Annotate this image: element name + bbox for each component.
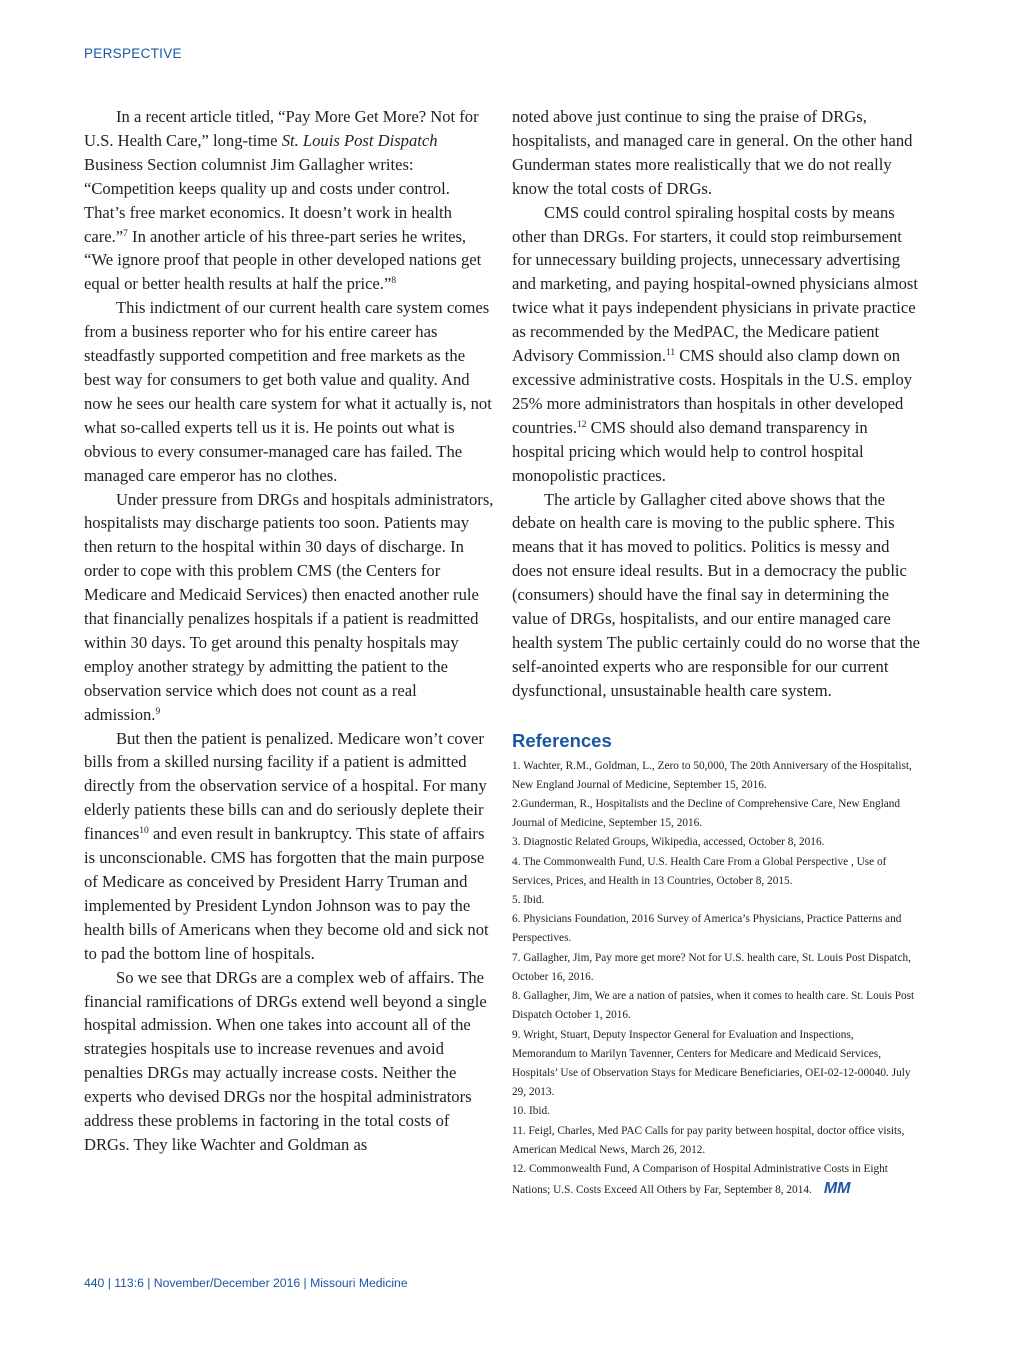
paragraph: noted above just continue to sing the praise of DRGs, hospitalists, and managed care in general. On the other hand Gunderman states more realistically that we do not really know the total costs of DRGs.	[512, 107, 913, 198]
reference-item: 1. Wachter, R.M., Goldman, L., Zero to 50,000, The 20th Anniversary of the Hospitalist, New England Journal of Medicine, September 15, 2016.	[512, 759, 912, 791]
reference-list	[512, 757, 920, 1201]
right-column	[512, 105, 920, 1200]
paragraph: This indictment of our current health care system comes from a business reporter who for his entire career has steadfastly supported competition and free markets as the best way for consumers to get both value and quality. And now he sees our health care system for what it actually is, not what so-called experts tell us it is. He points out what is obvious to every consumer-managed care has failed. The managed care emperor has no clothes.	[84, 298, 492, 485]
reference-item: 7. Gallagher, Jim, Pay more get more? Not for U.S. health care, St. Louis Post Dispatch, October 16, 2016.	[512, 951, 911, 983]
paragraph: CMS could control spiraling hospital costs by means other than DRGs. For starters, it could stop reimbursement for unnecessary building projects, unnecessary advertising and marketing, and paying hospital-owned physicians almost twice what it pays independent physicians in private practice as recommended by the MedPAC, the Medicare patient Advisory Commission.$^{11}$ CMS should also clamp down on excessive administrative costs. Hospitals in the U.S. employ 25% more administrators than hospitals in other developed countries.$^{12}$ CMS should also demand transparency in hospital pricing which would help to control hospital monopolistic practices.	[512, 202, 919, 485]
reference-item: 6. Physicians Foundation, 2016 Survey of America’s Physicians, Practice Patterns and Perspectives.	[512, 913, 902, 945]
footnote-ref: 9	[155, 706, 161, 717]
paragraph: In a recent article titled, “Pay More Get More? Not for U.S. Health Care,” long-time St. Louis Post Dispatch Business Section columnist Jim Gallagher writes: “Competition keeps quality up and costs under control. That’s free market economics. It doesn’t work in health care.”$^7$ In another article of his three-part series he writes, “We ignore proof that people in other developed nations get equal or better health results at half the price.”$^8$	[84, 107, 482, 294]
footnote-ref: 7	[123, 228, 128, 239]
reference-item: 12. Commonwealth Fund, A Comparison of Hospital Administrative Costs in Eight Nations; U.S. Costs Exceed All Others by Far, September 8, 2014. MM	[512, 1162, 888, 1198]
reference-item: 8. Gallagher, Jim, We are a nation of patsies, when it comes to health care. St. Louis Post Dispatch October 1, 2016.	[512, 990, 915, 1022]
page-footer: 440 | 113:6 | November/December 2016 | Missouri Medicine	[84, 1276, 408, 1290]
references-heading: References	[512, 729, 612, 751]
reference-item: 10. Ibid.	[512, 1105, 550, 1118]
footnote-ref: 8	[391, 276, 397, 287]
reference-item: 4. The Commonwealth Fund, U.S. Health Care From a Global Perspective , Use of Services, Prices, and Health in 13 Countries, October 8, 2015.	[512, 855, 887, 887]
paragraph: But then the patient is penalized. Medicare won’t cover bills from a skilled nursing facility if a patient is admitted directly from the observation service of a hospital. For many elderly patients these bills can and do seriously deplete their finances$^{10}$ and even result in bankruptcy. This state of affairs is unconscionable. CMS has forgotten that the main purpose of Medicare as conceived by President Harry Truman and implemented by President Lyndon Johnson was to pay the health bills of Americans when they become old and sick not to pad the bottom line of hospitals.	[84, 728, 489, 963]
paragraph: The article by Gallagher cited above shows that the debate on health care is moving to the public sphere. This means that it has moved to politics. Politics is messy and does not ensure ideal results. But in a democracy the public (consumers) should have the final say in determining the value of DRGs, hospitalists, and our entire managed care health system The public certainly could do no worse that the self-anointed experts who are responsible for our current dysfunctional, unsustainable health care system.	[512, 489, 920, 700]
reference-item: 3. Diagnostic Related Groups, Wikipedia, accessed, October 8, 2016.	[512, 836, 825, 849]
reference-item: 2.Gunderman, R., Hospitalists and the Decline of Comprehensive Care, New England Journal of Medicine, September 15, 2016.	[512, 798, 901, 830]
footnote-ref: 12	[576, 419, 587, 430]
footnote-ref: 11	[665, 348, 676, 359]
reference-item: 11. Feigl, Charles, Med PAC Calls for pay parity between hospital, doctor office visits, American Medical News, March 26, 2012.	[512, 1124, 905, 1156]
reference-item: 5. Ibid.	[512, 894, 545, 907]
mm-end-mark: MM	[823, 1180, 851, 1198]
reference-item: 9. Wright, Stuart, Deputy Inspector General for Evaluation and Inspections, Memorandum to Marilyn Tavenner, Centers for Medicare and Medicaid Services, Hospitals’ Use of Observation Stays for Medicare Beneficiaries, OEI-02-12-00040. July 29, 2013.	[512, 1028, 911, 1099]
section-label: PERSPECTIVE	[84, 46, 182, 61]
footnote-ref: 10	[139, 826, 149, 837]
paragraph: Under pressure from DRGs and hospitals administrators, hospitalists may discharge patients too soon. Patients may then return to the hospital within 30 days of discharge. In order to cope with this problem CMS (the Centers for Medicare and Medicaid Services) then enacted another rule that financially penalizes hospitals if a patient is readmitted within 30 days. To get around this penalty hospitals may employ another strategy by admitting the patient to the observation service which does not count as a real admission.$^9$	[84, 489, 494, 724]
paragraph: So we see that DRGs are a complex web of affairs. The financial ramifications of DRGs extend well beyond a single hospital admission. When one takes into account all of the strategies hospitals use to increase revenues and avoid penalties DRGs may actually increase costs. Neither the experts who devised DRGs nor the hospital administrators address these problems in factoring in the total costs of DRGs. They like Wachter and Goldman as	[84, 967, 487, 1154]
left-column	[84, 105, 495, 1157]
